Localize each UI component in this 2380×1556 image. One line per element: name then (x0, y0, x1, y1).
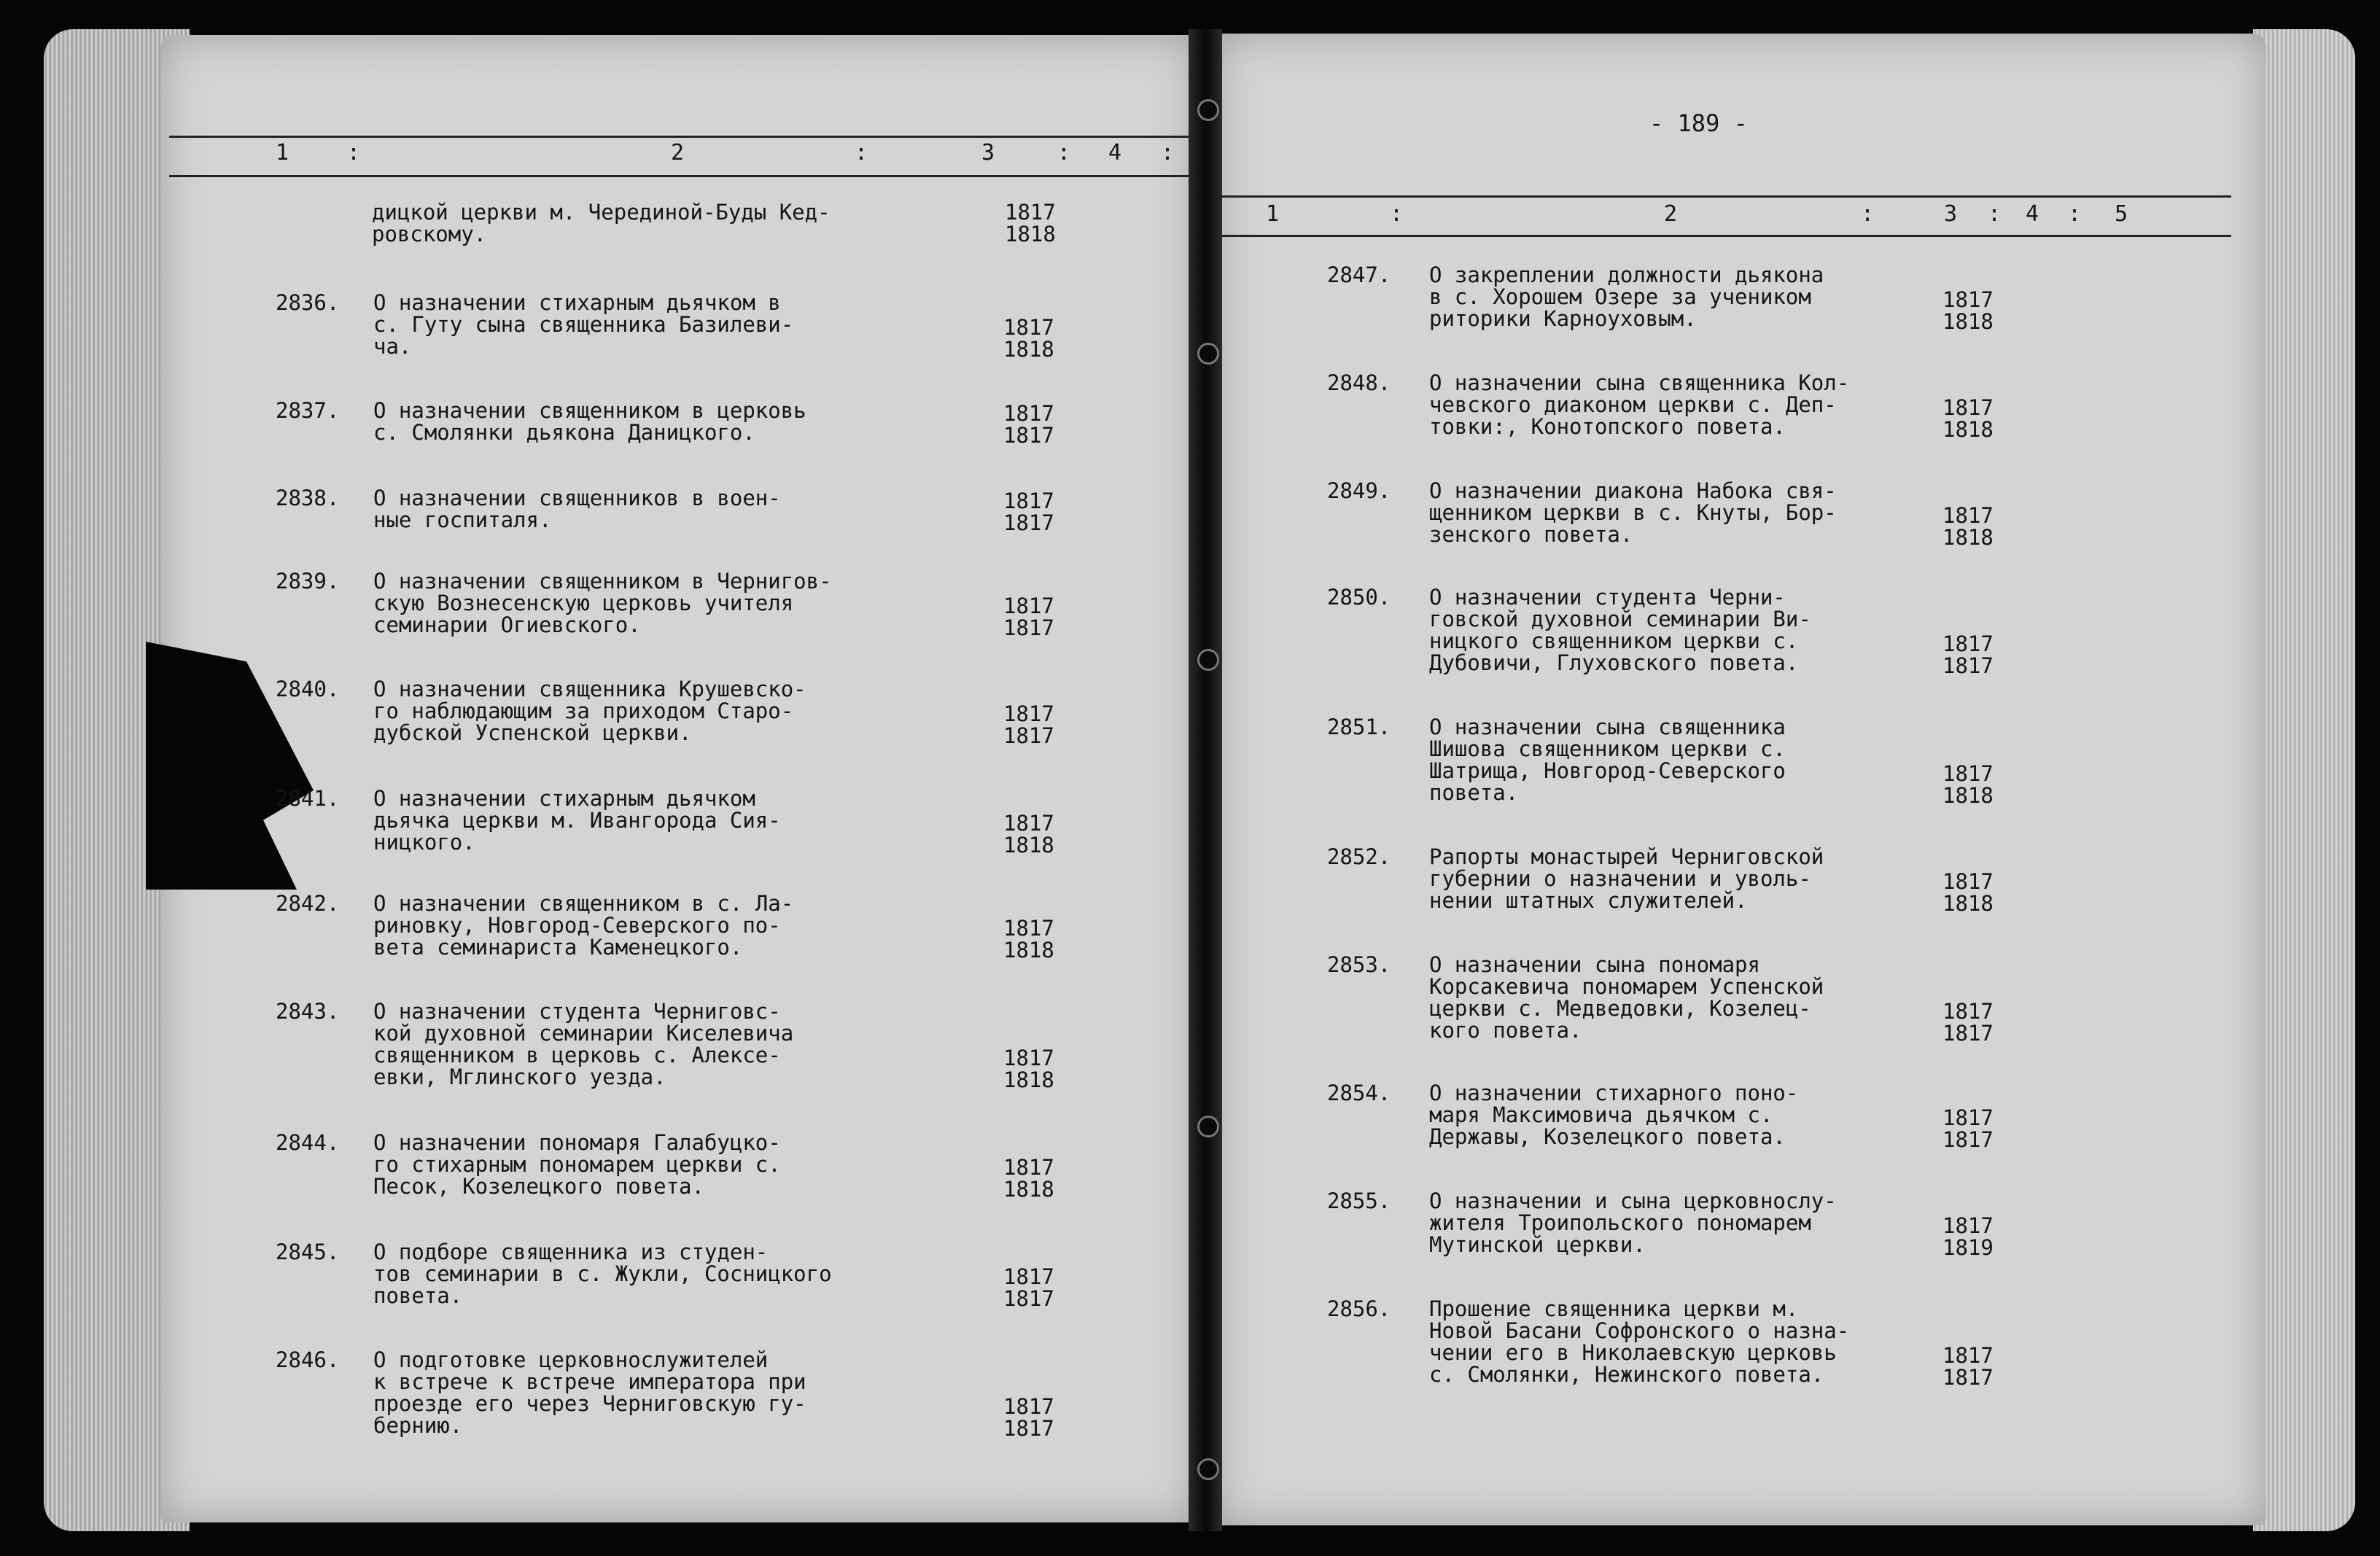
entry-number: 2847. (1327, 262, 1391, 287)
entry-description: О закреплении должности дьякона в с. Хорошем Озере за учеником риторики Карноуховым. (1429, 262, 1824, 331)
entry-description: Рапорты монастырей Черниговской губернии о назначении и уволь- нении штатных служителей. (1429, 844, 1824, 913)
col-header-4: 4 (2026, 201, 2039, 227)
entry-years: 1817 1817 (1003, 701, 1054, 748)
list-item (276, 1241, 1224, 1343)
list-item (1327, 264, 2275, 366)
header-rule-bottom (169, 175, 1190, 177)
entry-description: О подготовке церковнослужителей к встрече к встрече императора при проезде его через Черниговскую гу- бернию. (373, 1347, 806, 1438)
list-item (1327, 716, 2275, 818)
col-sep: : (1861, 201, 1875, 227)
col-header-3: 3 (1944, 201, 1958, 227)
list-item (276, 292, 1224, 394)
entry-years: 1817 1817 (1003, 489, 1054, 535)
entry-number: 2843. (276, 999, 340, 1024)
entry-description: О назначении священником в с. Ла- риновку, Новгород-Северского по- вета семинариста Каменецкого. (373, 891, 794, 960)
entry-number: 2851. (1327, 715, 1391, 739)
entry-years: 1817 1818 (1003, 916, 1054, 962)
list-item (1327, 1082, 2275, 1184)
list-item (1327, 1298, 2275, 1400)
left-column-header (0, 140, 1196, 169)
entry-description: О назначении священником в церковь с. Смолянки дьякона Даницкого. (373, 398, 806, 445)
list-item (276, 892, 1224, 995)
header-rule-bottom (1222, 235, 2231, 237)
col-sep: : (1988, 201, 2002, 227)
entry-years: 1817 1819 (1942, 1213, 1994, 1260)
entry-years: 1817 1817 (1942, 999, 1994, 1046)
entry-number: 2853. (1327, 952, 1391, 977)
entry-years: 1817 1818 (1003, 1046, 1054, 1092)
entry-description: О назначении сына пономаря Корсакевича пономарем Успенской церкви с. Медведовки, Козелец- кого повета. (1429, 952, 1824, 1043)
list-item (1327, 846, 2275, 948)
entry-years: 1817 1818 (1942, 503, 1994, 550)
list-item (1327, 586, 2275, 688)
binding-hole (1197, 99, 1219, 121)
entry-number: 2844. (276, 1130, 340, 1155)
entry-description: О назначении священником в Чернигов- скую Вознесенскую церковь учителя семинарии Огиевского. (373, 569, 832, 637)
col-sep: : (1161, 140, 1175, 166)
col-header-5: 5 (2115, 201, 2128, 227)
list-item (1327, 372, 2275, 474)
col-header-1: 1 (1266, 201, 1280, 227)
entry-years: 1817 1818 (1942, 395, 1994, 442)
entry-description: О назначении священника Крушевско- го наблюдающим за приходом Старо- дубской Успенской церкви. (373, 677, 806, 745)
entry-number: 2839. (276, 569, 340, 594)
entry-description: О назначении пономаря Галабуцко- го стихарным пономарем церкви с. Песок, Козелецкого повета. (373, 1130, 781, 1199)
entry-description: О назначении сына священника Кол- чевского диаконом церкви с. Деп- товки:, Конотопского повета. (1429, 370, 1850, 439)
col-header-2: 2 (1664, 201, 1678, 227)
col-sep: : (1390, 201, 1404, 227)
entry-number: 2852. (1327, 844, 1391, 869)
entry-description: О назначении сына священника Шишова священником церкви с. Шатрища, Новгород-Северского повета. (1429, 715, 1786, 805)
entry-number: 2840. (276, 677, 340, 701)
entry-number: 2855. (1327, 1189, 1391, 1213)
entry-years: 1817 1818 (1942, 761, 1994, 808)
col-header-1: 1 (276, 140, 289, 166)
binding-hole (1197, 1458, 1219, 1480)
entry-number: 2842. (276, 891, 340, 916)
header-rule-top (1222, 195, 2231, 198)
entry-number: 2838. (276, 486, 340, 510)
entry-years: 1817 1817 (1942, 631, 1994, 678)
entry-description: О назначении стихарным дьячком дьячка церкви м. Ивангорода Сия- ницкого. (373, 786, 781, 855)
entry-number: 2854. (1327, 1081, 1391, 1105)
col-header-3: 3 (981, 140, 995, 166)
entry-years: 1817 1817 (1003, 1394, 1054, 1441)
entry-description: Прошение священника церкви м. Новой Басани Софронского о назна- чении его в Николаевскую церковь с. Смолянки, Нежинского повета. (1429, 1296, 1850, 1387)
entry-years: 1817 1818 (1005, 200, 1056, 246)
entry-number: 2846. (276, 1347, 340, 1372)
entry-number: 2841. (276, 786, 340, 811)
list-item (276, 1000, 1224, 1102)
entry-years: 1817 1817 (1003, 1264, 1054, 1311)
entry-years: 1817 1818 (1942, 287, 1994, 334)
entry-number: 2845. (276, 1240, 340, 1264)
entry-description: О назначении диакона Набока свя- щенником церкви в с. Кнуты, Бор- зенского повета. (1429, 478, 1837, 547)
col-header-4: 4 (1108, 140, 1122, 166)
entry-description: О назначении студента Черни- говской духовной семинарии Ви- ницкого священником церкви с. Дубовичи, Глуховского повета. (1429, 585, 1811, 675)
col-sep: : (347, 140, 361, 166)
list-item (1327, 954, 2275, 1056)
header-rule-top (169, 136, 1190, 138)
entry-number: 2837. (276, 398, 340, 423)
entry-years: 1817 1817 (1003, 401, 1054, 448)
col-sep: : (2068, 201, 2082, 227)
col-header-2: 2 (671, 140, 685, 166)
entry-number: 2836. (276, 290, 340, 315)
entry-description: О назначении священников в воен- ные госпиталя. (373, 486, 781, 532)
entry-description: дицкой церкви м. Черединой-Буды Кед- ровскому. (372, 200, 831, 246)
col-sep: : (1057, 140, 1071, 166)
entry-number: 2850. (1327, 585, 1391, 610)
list-item (1327, 480, 2275, 582)
list-item (1327, 1190, 2275, 1292)
entry-description: О назначении стихарным дьячком в с. Гуту сына священника Базилеви- ча. (373, 290, 794, 359)
entry-description: О назначении и сына церковнослу- жителя Троипольского пономарем Мутинской церкви. (1429, 1189, 1837, 1257)
entry-description: О подборе священника из студен- тов семинарии в с. Жукли, Сосницкого повета. (373, 1240, 832, 1308)
entry-years: 1817 1817 (1942, 1343, 1994, 1390)
list-item (276, 787, 1224, 890)
entry-number: 2856. (1327, 1296, 1391, 1321)
list-item (276, 570, 1224, 672)
entry-description: О назначении студента Черниговс- кой духовной семинарии Киселевича священником в церковь с. Алексе- евки, Мглинского уезда. (373, 999, 794, 1089)
col-sep: : (855, 140, 868, 166)
list-item (276, 1349, 1224, 1451)
entry-years: 1817 1818 (1003, 315, 1054, 362)
page-number: - 189 - (1649, 109, 1748, 137)
entry-years: 1817 1818 (1003, 1155, 1054, 1202)
list-item (276, 678, 1224, 780)
list-item (276, 1132, 1224, 1234)
entry-years: 1817 1818 (1003, 811, 1054, 857)
entry-number: 2849. (1327, 478, 1391, 503)
entry-years: 1817 1817 (1942, 1105, 1994, 1152)
right-column-header (0, 201, 2380, 230)
entry-years: 1817 1817 (1003, 594, 1054, 640)
entry-description: О назначении стихарного поно- маря Максимовича дьячком с. Державы, Козелецкого повета. (1429, 1081, 1799, 1149)
entry-years: 1817 1818 (1942, 869, 1994, 916)
entry-number: 2848. (1327, 370, 1391, 395)
